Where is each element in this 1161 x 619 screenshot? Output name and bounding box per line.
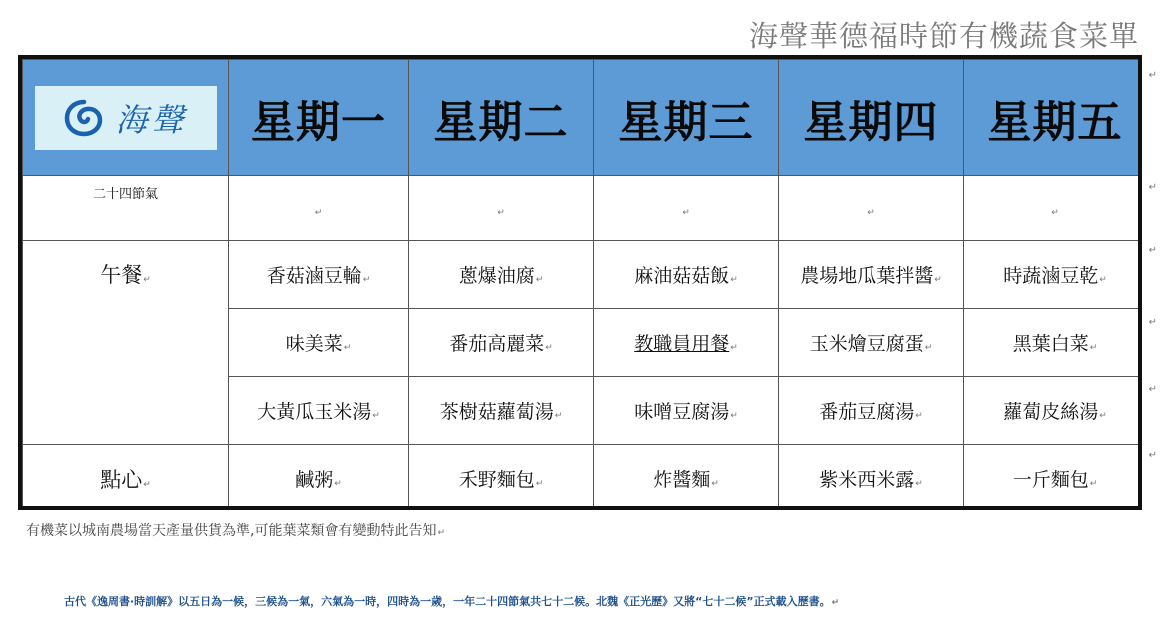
return-arrow-icon: ↵	[143, 479, 151, 490]
snack-cell: 禾野麵包↵	[409, 445, 594, 511]
dish-cell: 味美菜↵	[229, 309, 409, 377]
solar-term-cell	[964, 176, 1143, 241]
school-logo	[35, 86, 217, 150]
day-header	[594, 60, 779, 176]
return-arrow-icon: ↵	[1051, 207, 1059, 218]
return-arrow-icon: ↵	[682, 207, 690, 218]
solar-term-cell	[409, 176, 594, 241]
lunch-label: 午餐↵	[100, 263, 151, 287]
return-arrow-icon: ↵	[867, 207, 875, 218]
dish-cell: 玉米燴豆腐蛋↵	[779, 309, 964, 377]
menu-title: 海聲華德福時節有機蔬食菜單	[748, 19, 1139, 53]
return-arrow-icon: ↵	[143, 275, 151, 285]
solar-term-cell	[594, 176, 779, 241]
dish-cell: 番茄高麗菜↵	[409, 309, 594, 377]
dish-name: 番茄高麗菜	[449, 333, 545, 355]
return-arrow-icon: ↵	[1148, 182, 1157, 193]
dish-cell: 教職員用餐↵	[594, 309, 779, 377]
dish-name: 香菇滷豆輪	[266, 265, 362, 287]
dish-cell: 茶樹菇蘿蔔湯↵	[409, 377, 594, 445]
dish-cell: 黑葉白菜↵	[964, 309, 1143, 377]
dish-name: 蘿蔔皮絲湯	[1003, 401, 1099, 423]
snack-name: 炸醬麵	[653, 469, 711, 491]
snack-cell: 鹹粥↵	[229, 445, 409, 511]
logo-cell	[23, 60, 229, 176]
snack-cell: 炸醬麵↵	[594, 445, 779, 511]
logo-text: 海聲	[115, 100, 188, 139]
dish-cell: 大黃瓜玉米湯↵	[229, 377, 409, 445]
solar-term-cell	[229, 176, 409, 241]
snack-row	[23, 445, 1143, 511]
return-arrow-icon: ↵	[314, 207, 323, 218]
lunch-row	[23, 241, 1143, 309]
dish-name: 黑葉白菜	[1012, 333, 1089, 355]
dish-name: 蔥爆油腐	[458, 265, 535, 287]
snack-label-cell	[23, 445, 229, 511]
snack-cell: 紫米西米露↵	[779, 445, 964, 511]
dish-name: 味噌豆腐湯	[634, 401, 730, 423]
return-arrow-icon: ↵	[1148, 245, 1157, 256]
dish-cell: 蘿蔔皮絲湯↵	[964, 377, 1143, 445]
snack-cell: 一斤麵包↵	[964, 445, 1143, 511]
snack-name: 鹹粥	[295, 469, 334, 491]
return-arrow-icon: ↵	[1148, 317, 1157, 328]
day-label: 星期二	[433, 96, 569, 148]
solar-term-cell	[779, 176, 964, 241]
day-label: 星期一	[251, 96, 386, 148]
dish-cell: 蔥爆油腐↵	[409, 241, 594, 309]
return-arrow-icon: ↵	[1148, 70, 1157, 81]
solar-term-label: 二十四節氣	[92, 186, 158, 202]
dish-name: 茶樹菇蘿蔔湯	[439, 401, 554, 423]
day-header	[409, 60, 594, 176]
lunch-label-cell	[23, 241, 229, 445]
snack-name: 一斤麵包	[1012, 469, 1089, 491]
solar-term-footnote: 古代《逸周書·時訓解》以五日為一候，三候為一氣，六氣為一時，四時為一歲，一年二十四節氣共七十二候。北魏《正光歷》又將“七十二候”正式載入歷書。↵	[64, 595, 840, 608]
day-label: 星期五	[987, 96, 1123, 148]
menu-table	[22, 59, 1142, 510]
day-header	[779, 60, 964, 176]
snack-label: 點心	[100, 467, 143, 492]
dish-cell: 味噌豆腐湯↵	[594, 377, 779, 445]
return-arrow-icon: ↵	[1148, 384, 1157, 395]
dish-name: 玉米燴豆腐蛋	[809, 333, 924, 355]
snack-name: 禾野麵包	[458, 469, 535, 491]
day-label: 星期四	[803, 96, 939, 148]
return-arrow-icon: ↵	[1148, 450, 1157, 461]
dish-cell: 香菇滷豆輪↵	[229, 241, 409, 309]
dish-name: 味美菜	[285, 333, 343, 355]
dish-cell: 番茄豆腐湯↵	[779, 377, 964, 445]
day-header	[229, 60, 409, 176]
day-label: 星期三	[618, 96, 754, 148]
solar-term-row	[23, 176, 1143, 241]
dish-cell: 農場地瓜葉拌醬↵	[779, 241, 964, 309]
dish-name: 教職員用餐	[634, 333, 730, 355]
solar-term-label-cell	[23, 176, 229, 241]
supply-note: 有機菜以城南農場當天產量供貨為準,可能葉菜類會有變動特此告知↵	[26, 523, 445, 539]
day-header	[964, 60, 1143, 176]
dish-name: 時蔬滷豆乾	[1003, 265, 1099, 287]
return-arrow-icon: ↵	[497, 207, 505, 218]
dish-cell: 麻油菇菇飯↵	[594, 241, 779, 309]
dish-name: 麻油菇菇飯	[634, 265, 730, 287]
dish-name: 農場地瓜葉拌醬	[800, 265, 934, 287]
menu-table-frame	[18, 55, 1142, 510]
header-row	[23, 60, 1143, 176]
dish-name: 大黃瓜玉米湯	[257, 401, 372, 423]
dish-cell: 時蔬滷豆乾↵	[964, 241, 1143, 309]
snack-name: 紫米西米露	[819, 469, 915, 491]
dish-name: 番茄豆腐湯	[819, 401, 915, 423]
wave-swirl-icon	[63, 97, 105, 139]
